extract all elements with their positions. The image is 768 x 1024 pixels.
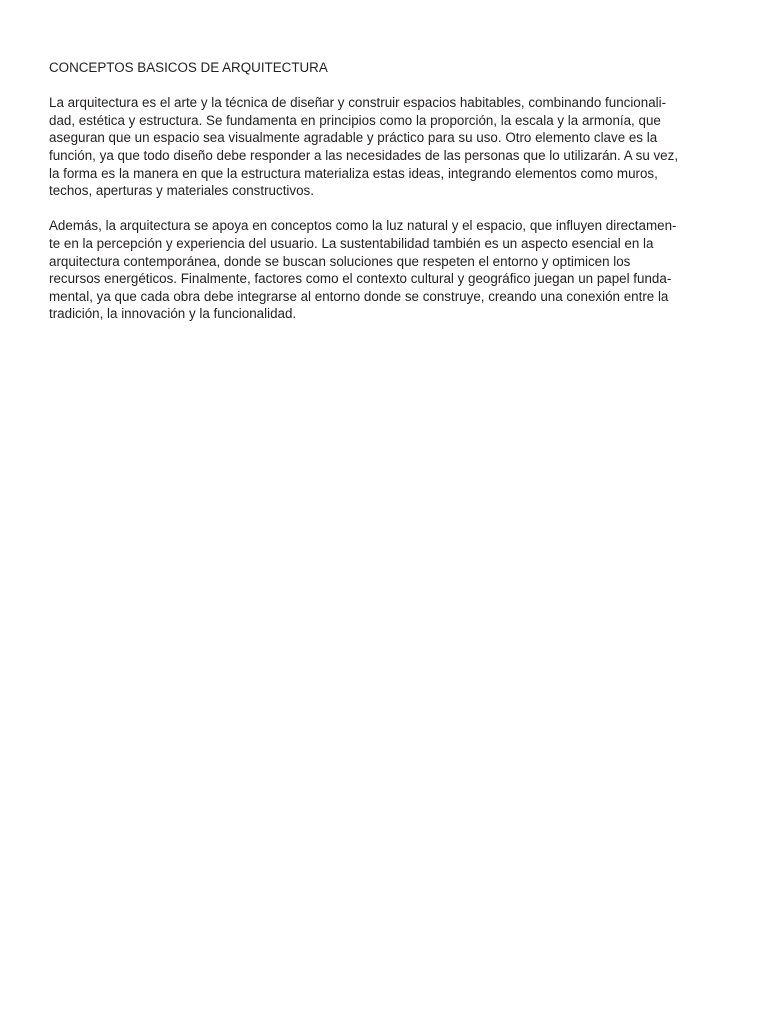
paragraph-line: te en la percepción y experiencia del usuario. La sustentabilidad también es un aspecto esencial en la bbox=[49, 235, 654, 251]
paragraph-line: arquitectura contemporánea, donde se buscan soluciones que respeten el entorno y optimicen los bbox=[49, 253, 631, 269]
paragraph-line: dad, estética y estructura. Se fundamenta en principios como la proporción, la escala y la armonía, que bbox=[49, 112, 661, 128]
paragraph-line: función, ya que todo diseño debe responder a las necesidades de las personas que lo utilizarán. A su vez, bbox=[49, 147, 679, 163]
paragraph-line: la forma es la manera en que la estructura materializa estas ideas, integrando elementos como muros, bbox=[49, 165, 658, 181]
paragraph-line: aseguran que un espacio sea visualmente agradable y práctico para su uso. Otro elemento clave es la bbox=[49, 130, 658, 146]
paragraph-line: La arquitectura es el arte y la técnica de diseñar y construir espacios habitables, combinando funcionali- bbox=[49, 95, 667, 111]
paragraph-line: techos, aperturas y materiales constructivos. bbox=[49, 183, 314, 199]
paragraph-line: recursos energéticos. Finalmente, factores como el contexto cultural y geográfico juegan un papel funda- bbox=[49, 271, 672, 287]
paragraph-line: mental, ya que cada obra debe integrarse al entorno donde se construye, creando una conexión entre la bbox=[49, 288, 669, 304]
paragraph-line: Además, la arquitectura se apoya en conceptos como la luz natural y el espacio, que influyen directamen- bbox=[49, 218, 677, 234]
document-page bbox=[49, 59, 721, 341]
document-title: CONCEPTOS BASICOS DE ARQUITECTURA bbox=[49, 60, 328, 75]
paragraph-2 bbox=[49, 217, 721, 323]
paragraph-1 bbox=[49, 94, 721, 200]
paragraph-line: tradición, la innovación y la funcionalidad. bbox=[49, 306, 297, 322]
